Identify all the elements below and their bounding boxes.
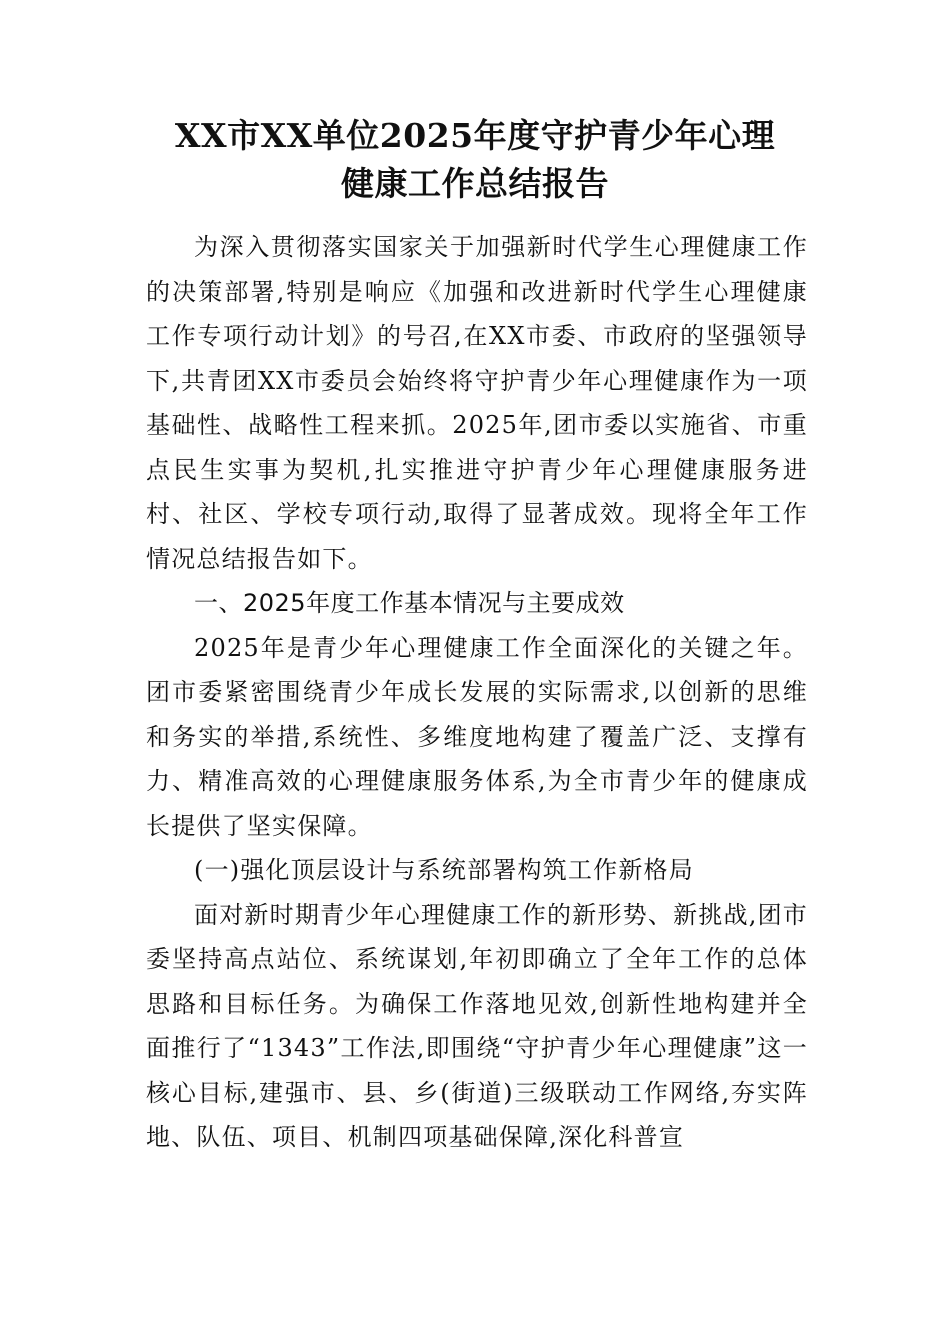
subsection-1-paragraph: 面对新时期青少年心理健康工作的新形势、新挑战,团市委坚持高点站位、系统谋划,年初即确立了全年工作的总体思路和目标任务。为确保工作落地见效,创新性地构建并全面推行了“1343”工作法,即围绕“守护青少年心理健康”这一核心目标,建强市、县、乡(街道)三级联动工作网络,夯实阵地、队伍、项目、机制四项基础保障,深化科普宣 xyxy=(146,900,808,1151)
title-line-2: 健康工作总结报告 xyxy=(341,164,609,203)
subsection-1-heading: (一)强化顶层设计与系统部署构筑工作新格局 xyxy=(194,856,694,884)
intro-paragraph: 为深入贯彻落实国家关于加强新时代学生心理健康工作的决策部署,特别是响应《加强和改进新时代学生心理健康工作专项行动计划》的号召,在XX市委、市政府的坚强领导下,共青团XX市委员会始终将守护青少年心理健康作为一项基础性、战略性工程来抓。2025年,团市委以实施省、市重点民生实事为契机,扎实推进守护青少年心理健康服务进村、社区、学校专项行动,取得了显著成效。现将全年工作情况总结报告如下。 xyxy=(146,233,808,573)
section-1-heading: 一、2025年度工作基本情况与主要成效 xyxy=(194,589,625,617)
document-body xyxy=(146,225,808,1160)
document-title xyxy=(135,112,815,208)
title-line-1: XX市XX单位2025年度守护青少年心理 xyxy=(174,116,776,155)
section-1-paragraph: 2025年是青少年心理健康工作全面深化的关键之年。团市委紧密围绕青少年成长发展的实际需求,以创新的思维和务实的举措,系统性、多维度地构建了覆盖广泛、支撑有力、精准高效的心理健康服务体系,为全市青少年的健康成长提供了坚实保障。 xyxy=(146,633,808,840)
